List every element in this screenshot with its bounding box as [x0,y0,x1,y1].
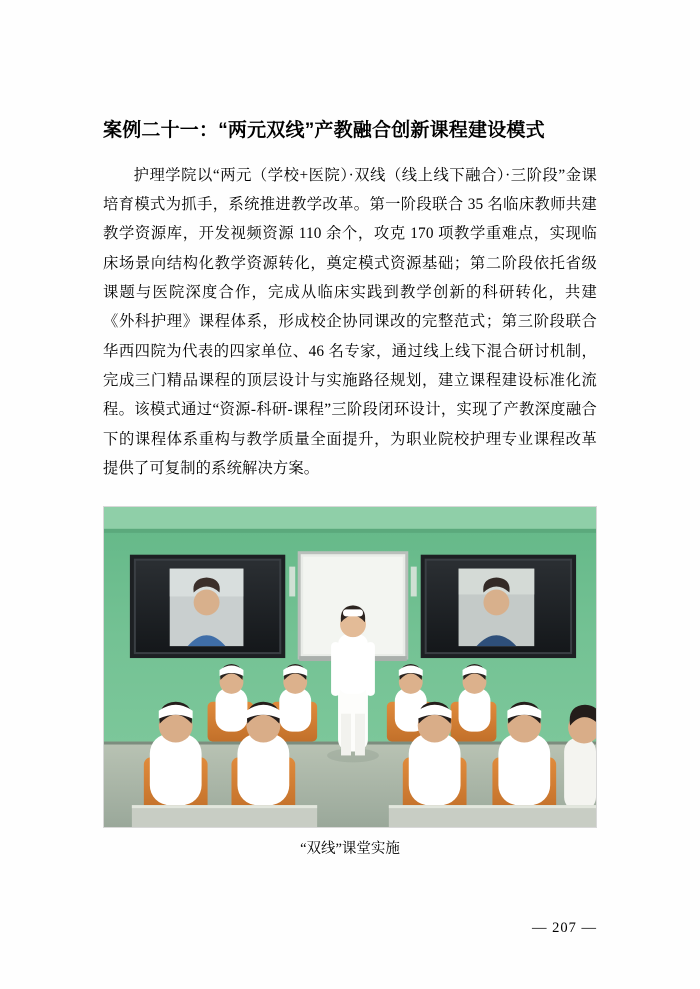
body-paragraph: 护理学院以“两元（学校+医院）·双线（线上线下融合）·三阶段”金课培育模式为抓手，系统推进教学改革。第一阶段联合 35 名临床教师共建教学资源库，开发视频资源 110 余个，攻克 170 项教学重难点，实现临床场景向结构化教学资源转化，奠定模式资源基础；第二阶段依托省级课题与医院深度合作，完成从临床实践到教学创新的科研转化，共建《外科护理》课程体系，形成校企协同课改的完整范式；第三阶段联合华西四院为代表的四家单位、46 名专家，通过线上线下混合研讨机制，完成三门精品课程的顶层设计与实施路径规划，建立课程建设标准化流程。该模式通过“资源-科研-课程”三阶段闭环设计，实现了产教深度融合下的课程体系重构与教学质量全面提升，为职业院校护理专业课程改革提供了可复制的系统解决方案。 [103,166,597,478]
page-number: — 207 — [532,920,597,936]
page-title: 案例二十一：“两元双线”产教融合创新课程建设模式 [103,120,545,141]
figure-block [103,484,597,861]
figure-caption: “双线”课堂实施 [300,840,400,857]
classroom-photo [103,506,597,828]
page-content [103,0,597,860]
